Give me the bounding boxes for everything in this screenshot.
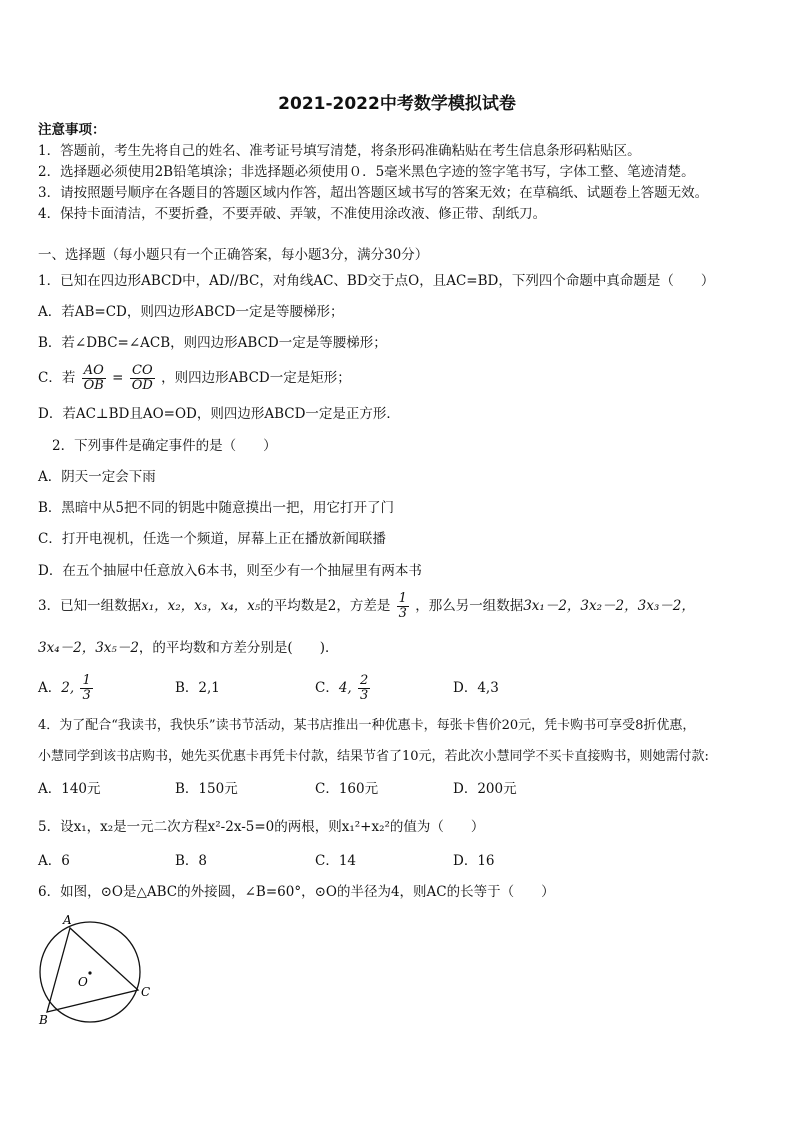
q1-c-fraction-1: [82, 364, 106, 393]
q3-exprs-1: 3x₁－2，3x₂－2，3x₃－2，: [523, 598, 695, 614]
q1-option-b: B．若∠DBC=∠ACB，则四边形ABCD一定是等腰梯形；: [38, 335, 387, 351]
q3-stem-c: ，那么另一组数据: [415, 598, 524, 614]
q2-option-a: A．阴天一定会下雨: [38, 469, 156, 485]
q4-option-d: D．200元: [453, 781, 517, 797]
q1-c-equals: =: [112, 370, 124, 386]
q3-option-c: [315, 670, 372, 706]
q2-option-b: B．黑暗中从5把不同的钥匙中随意摸出一把，用它打开了门: [38, 500, 395, 516]
q5-option-b: B．8: [175, 853, 208, 869]
center-point-o: [88, 971, 91, 974]
q2-option-d: D．在五个抽屉中任意放入6本书，则至少有一个抽屉里有两本书: [38, 563, 422, 579]
q4-option-b: B．150元: [175, 781, 238, 797]
q1-option-d: D．若AC⊥BD且AO=OD，则四边形ABCD一定是正方形．: [38, 406, 400, 422]
notice-item-2: 2．选择题必须使用2B铅笔填涂；非选择题必须使用０．5毫米黑色字迹的签字笔书写，字体工整、笔迹清楚。: [38, 164, 695, 180]
q3-vars: x₁，x₂，x₃，x₄，x₅: [141, 598, 261, 614]
q3-a-fraction: [80, 674, 92, 703]
q3-a-den: 3: [82, 688, 91, 703]
q1-option-a: A．若AB=CD，则四边形ABCD一定是等腰梯形；: [38, 304, 344, 320]
q1-option-c: [38, 360, 351, 396]
triangle-abc: [47, 928, 138, 1012]
q3-exprs-2: 3x₄－2，3x₅－2: [38, 640, 139, 656]
q1-c-suffix: ，则四边形ABCD一定是矩形；: [161, 370, 351, 386]
q3-var-num: 1: [398, 591, 407, 606]
q3-option-a: [38, 670, 95, 706]
q1-c-f2-den: OD: [131, 378, 153, 393]
q1-c-fraction-2: [130, 364, 155, 393]
q3-option-d: D．4,3: [453, 680, 499, 696]
q6-stem: 6．如图，⊙O是△ABC的外接圆，∠B=60°，⊙O的半径为4，则AC的长等于（ ）: [38, 884, 555, 900]
page-title: 2021-2022中考数学模拟试卷: [278, 94, 516, 114]
q3-a-val: 2,: [61, 680, 75, 696]
q6-circle-figure: [30, 910, 160, 1030]
q3-stem-b: 的平均数是2，方差是: [260, 598, 391, 614]
notice-heading: 注意事项：: [38, 122, 106, 138]
q3-var-den: 3: [398, 606, 407, 621]
q3-stem-line1: [38, 588, 695, 624]
q4-option-c: C．160元: [315, 781, 379, 797]
q1-c-f2-num: CO: [132, 363, 153, 378]
q3-a-label: A．: [38, 680, 62, 696]
q3-c-den: 3: [360, 688, 369, 703]
q5-stem: 5．设x₁，x₂是一元二次方程x²-2x-5=0的两根，则x₁²+x₂²的值为（ ）: [38, 819, 485, 835]
q3-stem-d: ，的平均数和方差分别是( )．: [138, 640, 339, 656]
q1-c-f1-den: OB: [83, 378, 104, 393]
q2-option-c: C．打开电视机，任选一个频道，屏幕上正在播放新闻联播: [38, 531, 386, 547]
q1-c-f1-num: AO: [83, 363, 104, 378]
q3-c-label: C．: [315, 680, 339, 696]
notice-item-1: 1．答题前，考生先将自己的姓名、准考证号填写清楚，将条形码准确粘贴在考生信息条形码粘贴区。: [38, 143, 641, 159]
q1-stem: 1．已知在四边形ABCD中，AD//BC，对角线AC、BD交于点O，且AC=BD，下列四个命题中真命题是（ ）: [38, 273, 715, 289]
q4-option-a: A．140元: [38, 781, 101, 797]
label-a: A: [63, 913, 72, 927]
notice-item-3: 3．请按照题号顺序在各题目的答题区域内作答，超出答题区域书写的答案无效；在草稿纸、试题卷上答题无效。: [38, 185, 709, 201]
q5-option-c: C．14: [315, 853, 357, 869]
q3-c-fraction: [358, 674, 370, 703]
q3-option-b: B．2,1: [175, 680, 220, 696]
q3-variance-fraction: [397, 592, 409, 621]
q1-c-prefix: C．若: [38, 370, 76, 386]
label-o: O: [78, 975, 88, 989]
q4-line-2: 小慧同学到该书店购书，她先买优惠卡再凭卡付款，结果节省了10元，若此次小慧同学不买卡直接购书，则她需付款:: [38, 749, 709, 764]
q5-option-d: D．16: [453, 853, 495, 869]
notice-item-4: 4．保持卡面清洁，不要折叠，不要弄破、弄皱，不准使用涂改液、修正带、刮纸刀。: [38, 206, 547, 222]
q3-c-val: 4,: [338, 680, 352, 696]
q3-c-num: 2: [360, 673, 369, 688]
q3-stem-a: 3．已知一组数据: [38, 598, 142, 614]
label-c: C: [141, 985, 151, 999]
q3-stem-line2: [38, 639, 338, 657]
q2-stem: 2．下列事件是确定事件的是（ ）: [52, 438, 277, 454]
q4-line-1: 4．为了配合“我读书，我快乐”读书节活动，某书店推出一种优惠卡，每张卡售价20元，凭卡购书可享受8折优惠，: [38, 718, 696, 733]
q3-a-num: 1: [82, 673, 91, 688]
label-b: B: [39, 1013, 48, 1027]
section-heading: 一、选择题（每小题只有一个正确答案，每小题3分，满分30分）: [38, 247, 429, 263]
q5-option-a: A．6: [38, 853, 70, 869]
